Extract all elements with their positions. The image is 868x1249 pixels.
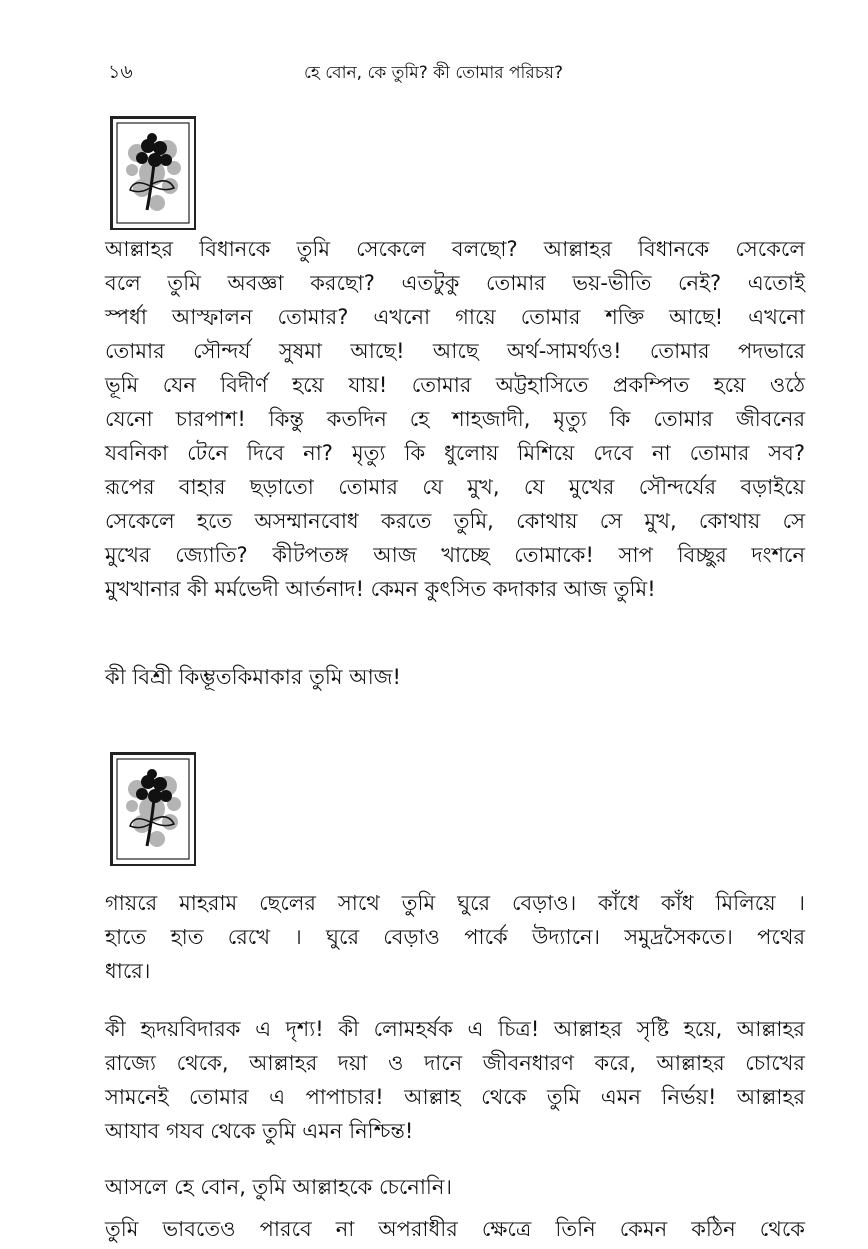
text-line: আসলে হে বোন, তুমি আল্লাহকে চেনোনি।: [105, 1175, 452, 1199]
running-title: হে বোন, কে তুমি? কী তোমার পরিচয়?: [304, 63, 563, 83]
text-line: মুখখানার কী মর্মভেদী আর্তনাদ! কেমন কুৎসিত কদাকার আজ তুমি!: [105, 577, 656, 601]
flower-vignette-icon: [110, 752, 196, 866]
text-line: যেনো চারপাশ! কিন্তু কতদিন হে শাহজাদী, মৃত্যু কি তোমার জীবনের: [105, 407, 805, 431]
text-line: রাজ্যে থেকে, আল্লাহর দয়া ও দানে জীবনধারণ করে, আল্লাহর চোখের: [105, 1051, 805, 1075]
text-line: কী বিশ্রী কিম্ভূতকিমাকার তুমি আজ!: [105, 665, 401, 689]
text-line: ভূমি যেন বিদীর্ণ হয়ে যায়! তোমার অট্টহাসিতে প্রকম্পিত হয়ে ওঠে: [105, 373, 805, 397]
paragraph: [105, 1170, 805, 1204]
text-line: মুখের জ্যোতি? কীটপতঙ্গ আজ খাচ্ছে তোমাকে! সাপ বিচ্ছুর দংশনে: [105, 543, 805, 567]
text-line: হাতে হাত রেখে । ঘুরে বেড়াও পার্কে উদ্যানে। সমুদ্রসৈকতে। পথের: [105, 925, 805, 949]
text-line: রূপের বাহার ছড়াতো তোমার যে মুখ, যে মুখের সৌন্দর্যের বড়াইয়ে: [105, 475, 805, 499]
flower-vignette-icon-graphic: [112, 754, 194, 864]
text-line: গায়রে মাহরাম ছেলের সাথে তুমি ঘুরে বেড়াও। কাঁধে কাঁধ মিলিয়ে ।: [105, 891, 805, 915]
text-line: তুমি ভাবতেও পারবে না অপরাধীর ক্ষেত্রে তিনি কেমন কঠিন থেকে: [105, 1217, 805, 1241]
text-line: আল্লাহর বিধানকে তুমি সেকেলে বলছো? আল্লাহর বিধানকে সেকেলে: [105, 237, 805, 261]
text-line: স্পর্ধা আস্ফালন তোমার? এখনো গায়ে তোমার শক্তি আছে! এখনো: [105, 305, 805, 329]
paragraph: [105, 660, 805, 694]
flower-vignette-icon: [110, 116, 196, 230]
text-line: যবনিকা টেনে দিবে না? মৃত্যু কি ধুলোয় মিশিয়ে দেবে না তোমার সব?: [105, 441, 805, 465]
text-line: বলে তুমি অবজ্ঞা করছো? এতটুকু তোমার ভয়-ভীতি নেই? এতোই: [105, 271, 805, 295]
page-number: ১৬: [108, 61, 133, 83]
text-line: সামনেই তোমার এ পাপাচার! আল্লাহ থেকে তুমি এমন নির্ভয়! আল্লাহর: [105, 1085, 805, 1109]
paragraph: [105, 1012, 805, 1148]
text-line: সেকেলে হতে অসম্মানবোধ করতে তুমি, কোথায় সে মুখ, কোথায় সে: [105, 509, 805, 533]
text-line: তোমার সৌন্দর্য সুষমা আছে! আছে অর্থ-সামর্থ্যও! তোমার পদভারে: [105, 339, 805, 363]
text-line: ধারে।: [105, 959, 151, 983]
paragraph: [105, 1212, 805, 1246]
flower-vignette-icon-graphic: [112, 118, 194, 228]
paragraph: [105, 232, 805, 606]
text-line: কী হৃদয়বিদারক এ দৃশ্য! কী লোমহর্ষক এ চিত্র! আল্লাহর সৃষ্টি হয়ে, আল্লাহর: [105, 1017, 805, 1041]
page-header: [108, 58, 808, 88]
paragraph: [105, 886, 805, 988]
text-line: আযাব গযব থেকে তুমি এমন নিশ্চিন্ত!: [105, 1119, 414, 1143]
